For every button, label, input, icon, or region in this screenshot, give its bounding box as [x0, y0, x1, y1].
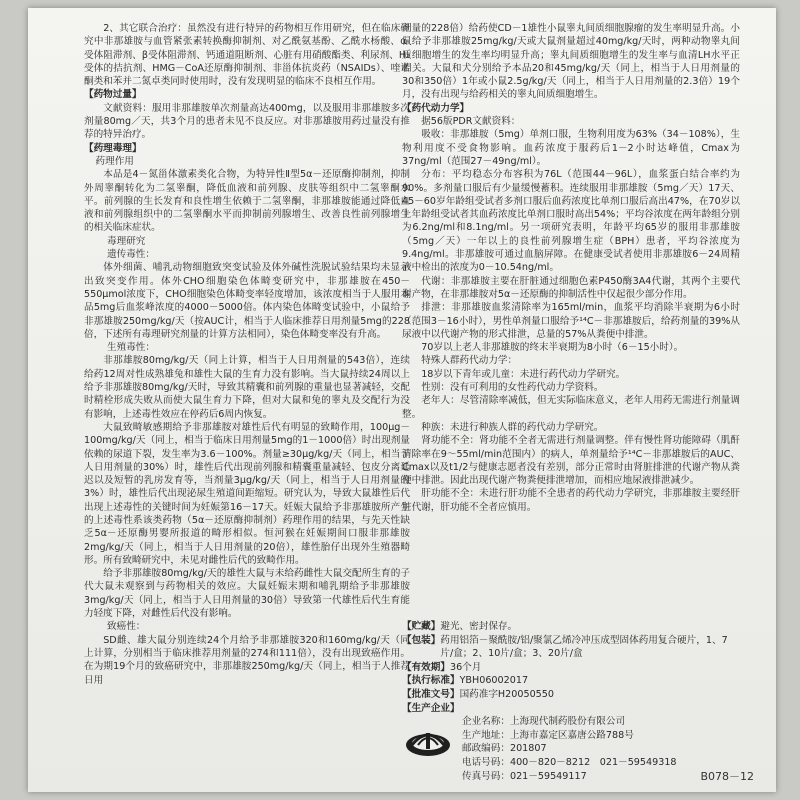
package-insert-sheet: [28, 8, 776, 792]
document-code: B078－12: [700, 770, 754, 783]
paragraph: 代谢：非那雄胺主要在肝脏通过细胞色素P450酶3A4代谢，其两个主要代谢产物，在非那雄胺对5α－还原酶的抑制活性中仅起很少部分作用。: [402, 275, 740, 300]
info-row: [402, 702, 740, 716]
company-label: 邮政编码：: [462, 743, 510, 755]
info-row: [402, 688, 740, 702]
paragraph: 本品是4－氮甾体激素类化合物，为特异性Ⅱ型5α－还原酶抑制剂，抑制外周睾酮转化为二氢睾酮，降低血液和前列腺、皮肤等组织中二氢睾酮水平。前列腺的生长发育和良性增生依赖于二氢睾酮，非那雄胺能通过降低血液和前列腺组织中的二氢睾酮水平而抑制前列腺增生、改善良性前列腺增生的相关临床症状。: [84, 169, 410, 234]
company-value: 400－820－8212 021－59549318: [509, 756, 677, 768]
info-key: 【执行标准】: [402, 675, 460, 687]
info-row: [402, 634, 740, 661]
info-row: [402, 661, 740, 675]
info-key: 【生产企业】: [402, 702, 460, 714]
info-key: 【贮藏】: [402, 621, 441, 632]
paragraph: 种族：未进行种族人群的药代动力学研究。: [421, 421, 604, 433]
section-heading: 【药理毒理】: [84, 142, 142, 154]
paragraph: 体外细菌、哺乳动物细胞致突变试验及体外碱性洗脱试验结果均未显示出致突变作用。体外CHO细胞染色体畸变研究中，非那雄胺在450－550μmol浓度下，CHO细胞染色体畸变率轻度增加，该浓度相当于人服用本品5mg后血浆峰浓度的4000－5000倍。体内染色体畸变试验中，小鼠给予非那雄胺250mg/kg/天（按AUC计，相当于人临床推荐日用剂量5mg的228倍，下述所有毒理研究剂量的计算方法相同），染色体畸变率没有升高。: [84, 262, 410, 340]
paragraph: 给予非那雄胺80mg/kg/天的雄性大鼠与未给药雌性大鼠交配所生育的子代大鼠未观察到与药物相关的效应。大鼠妊娠末期和哺乳期给予非那雄胺3mg/kg/天（同上，相当于人日用剂量的30倍）导致第一代雄性后代生育能力轻度下降，对雌性后代没有影响。: [84, 568, 410, 620]
company-line: [460, 770, 740, 784]
paragraph: 吸收：非那雄胺（5mg）单剂口服，生物利用度为63%（34－108%），生物利用度不受食物影响。血药浓度于服药后1－2小时达峰值，Cmax为37ng/ml（范围27－49ng/ml）。: [402, 129, 740, 167]
paragraph: 排泄：非那雄胺血浆清除率为165ml/min，血浆平均消除半衰期为6小时（范围3－16小时），男性单剂量口服给予¹⁴C－非那雄胺后，给药剂量的39%从尿液中以代谢产物的形式排泄，总量的57%从粪便中排泄。: [402, 302, 740, 340]
right-text-column: [402, 22, 740, 622]
paragraph: 非那雄胺80mg/kg/天（同上计算，相当于人日用剂量的543倍），连续给药12周对性成熟雄兔和雄性大鼠的生育力没有影响。当大鼠持续24周以上给予非那雄胺80mg/kg/天时，导致其精囊和前列腺的重量也显著减轻，交配时精栓形成失败从而使大鼠生育力下降，但对大鼠和兔的睾丸及交配行为没有影响，上述毒性效应在停药后6周内恢复。: [84, 355, 410, 420]
info-row: [402, 674, 740, 688]
company-label: 生产地址：: [462, 729, 510, 741]
paragraph: 特殊人群药代动力学：: [421, 355, 518, 367]
paragraph: 文献资料：服用非那雄胺单次剂量高达400mg，以及服用非那雄胺多次剂量80mg／天，共3个月的患者未见不良反应。对非那雄胺用药过量没有推荐的特异治疗。: [84, 102, 410, 141]
info-key: 【包装】: [402, 634, 441, 646]
paragraph: 大鼠致畸敏感期给予非那雄胺对雄性后代有明显的致畸作用，100μg－100mg/kg/天（同上，相当于临床日用剂量5mg的1－1000倍）时出现剂量依赖的尿道下裂，发生率为3.6－100%。剂量≥30μg/kg/天（同上，相当于人日用剂量的30%）时，雄性后代出现前列腺和精囊重量减轻、包皮分离延迟以及短暂的乳房发育等，当剂量3μg/kg/天（同上，相当于人日用剂量的3%）时，雄性后代出现泌尿生殖道间距缩短。研究认为，导致大鼠雄性后代出现上述毒性的关键时间为妊娠第16－17天。妊娠大鼠给予非那雄胺所产生的上述毒性系该类药物（5α－还原酶抑制剂）药理作用的结果，与先天性缺乏5α－还原酶男婴所报道的畸形相似。恒河猴在妊娠期间口服非那雄胺2mg/kg/天（同上，相当于人日用剂量的20倍），雄性胎仔出现外生殖器畸形。所有致畸研究中，未见对雌性后代的致畸作用。: [84, 421, 410, 566]
info-value: 避光、密封保存。: [440, 621, 518, 632]
paragraph: 性别：没有可利用的女性药代动力学资料。: [421, 382, 604, 394]
company-label: 传真号码：: [462, 770, 510, 782]
paragraph: 遗传毒性：: [107, 249, 155, 261]
company-value: 021－59549117: [509, 770, 587, 782]
company-line: [460, 756, 740, 770]
paragraph: 肾功能不全：肾功能不全者无需进行剂量调整。伴有慢性肾功能障碍（肌酐清除率在9～55ml/min范围内）的病人，单剂量给予¹⁴C－非那雄胺后的AUC、Cmax以及t1/2与健康志愿者没有差别，部分正常时由肾脏排泄的代谢产物从粪便中排泄。因此出现代谢产物粪便排泄增加，而相应地尿液排泄减少。: [402, 435, 740, 487]
company-label: 企业名称：: [462, 716, 510, 728]
paragraph: 18岁以下青年或儿童：未进行药代动力学研究。: [421, 368, 626, 380]
company-value: 201807: [509, 743, 547, 755]
info-key: 【批准文号】: [402, 688, 460, 700]
company-value: 上海市嘉定区嘉唐公路788号: [509, 729, 634, 741]
paragraph: 药理作用: [95, 155, 134, 167]
paragraph: 剂量的228倍）给药使CD－1雄性小鼠睾丸间质细胞腺瘤的发生率明显升高。小鼠给予非那雄胺25mg/kg/天或大鼠剂量超过40mg/kg/天时，两种动物睾丸间质细胞增生的发生率均明显升高；睾丸间质细胞增生的发生率与血清LH水平正相关。大鼠和犬分别给予本品20和45mg/kg/天（同上，相当于人日用剂量的30和350倍）1年或小鼠2.5g/kg/天（同上，相当于人日用剂量的2.3倍）19个月，没有出现与给药相关的睾丸间质细胞增生。: [402, 23, 740, 101]
paragraph: SD雌、雄大鼠分别连续24个月给予非那雄胺320和160mg/kg/天（同上计算，分别相当于临床推荐用剂量的274和111倍），没有出现致癌作用。在为期19个月的致癌研究中，非那雄胺250mg/kg/天（同上，相当于人推荐日用: [84, 634, 410, 686]
company-line: [460, 742, 740, 756]
paragraph: 生殖毒性：: [107, 342, 155, 354]
manufacturer-block: [402, 715, 740, 783]
section-heading: 【药代动力学】: [402, 102, 470, 114]
paragraph: 肝功能不全：未进行肝功能不全患者的药代动力学研究，非那雄胺主要经肝脏代谢，肝功能不全者应慎用。: [402, 488, 740, 513]
company-label: 电话号码：: [462, 756, 510, 768]
paragraph: 致癌性：: [107, 621, 146, 633]
paragraph: 据56版PDR文献资料：: [421, 116, 521, 128]
paragraph: 毒理研究: [107, 235, 146, 247]
section-heading: 【药物过量】: [84, 89, 142, 101]
info-value: YBH06002017: [459, 675, 529, 687]
company-line: [460, 715, 740, 729]
paragraph: 分布：平均稳态分布容积为76L（范围44－96L），血浆蛋白结合率约为90%。多剂量口服后有少量缓慢蓄积。连续服用非那雄胺（5mg／天）17天、45－60岁年龄组受试者多剂口服后血药浓度比单剂口服后高出47%，在70岁以上年龄组受试者其血药浓度比单剂口服时高出54%；平均谷浓度在两年龄组分别为6.2ng/ml和8.1ng/ml。另一项研究表明，年龄平均65岁的服用非那雄胺（5mg／天）一年以上的良性前列腺增生症（BPH）患者，平均谷浓度为9.4ng/ml。非那雄胺可通过血脑屏障。在健康受试者使用非那雄胺6－24周精液中检出的浓度为0－10.54ng/ml。: [402, 169, 740, 274]
paragraph: 2、其它联合治疗：虽然没有进行特异的药物相互作用研究，但在临床研究中非那雄胺与血管紧张素转换酶抑制剂、对乙酰氨基酚、乙酰水杨酸、α-受体阻滞剂、β受体阻滞剂、钙通道阻断剂、心脏有用硝酸酯类、利尿剂、H₂受体的拮抗剂、HMG－CoA还原酶抑制剂、非甾体抗炎药（NSAIDs）、喹诺酮类和苯并二氮卓类同时使用时，没有发现明显的临床不良相互作用。: [84, 23, 410, 88]
info-value: 36个月: [449, 661, 482, 673]
info-value: 国药准字H20050550: [459, 688, 554, 700]
paragraph: 70岁以上老人非那雄胺的终末半衰期为8小时（6－15小时）。: [421, 342, 684, 354]
company-value: 上海现代制药股份有限公司: [509, 716, 626, 728]
info-row: [402, 620, 740, 634]
info-value: 药用铝箔－聚酰胺/铝/聚氯乙烯冷冲压成型固体药用复合硬片，1、7片/盒；2、10片/盒；3、20片/盒: [440, 634, 728, 660]
company-logo-icon: [402, 719, 454, 759]
product-info-box: [402, 620, 740, 783]
info-key: 【有效期】: [402, 661, 450, 673]
info-value: [460, 702, 740, 716]
left-text-column: [84, 22, 410, 792]
paragraph: 老年人：尽管清除率减低，但无实际临床意义，老年人用药无需进行剂量调整。: [402, 395, 740, 420]
company-line: [460, 729, 740, 743]
